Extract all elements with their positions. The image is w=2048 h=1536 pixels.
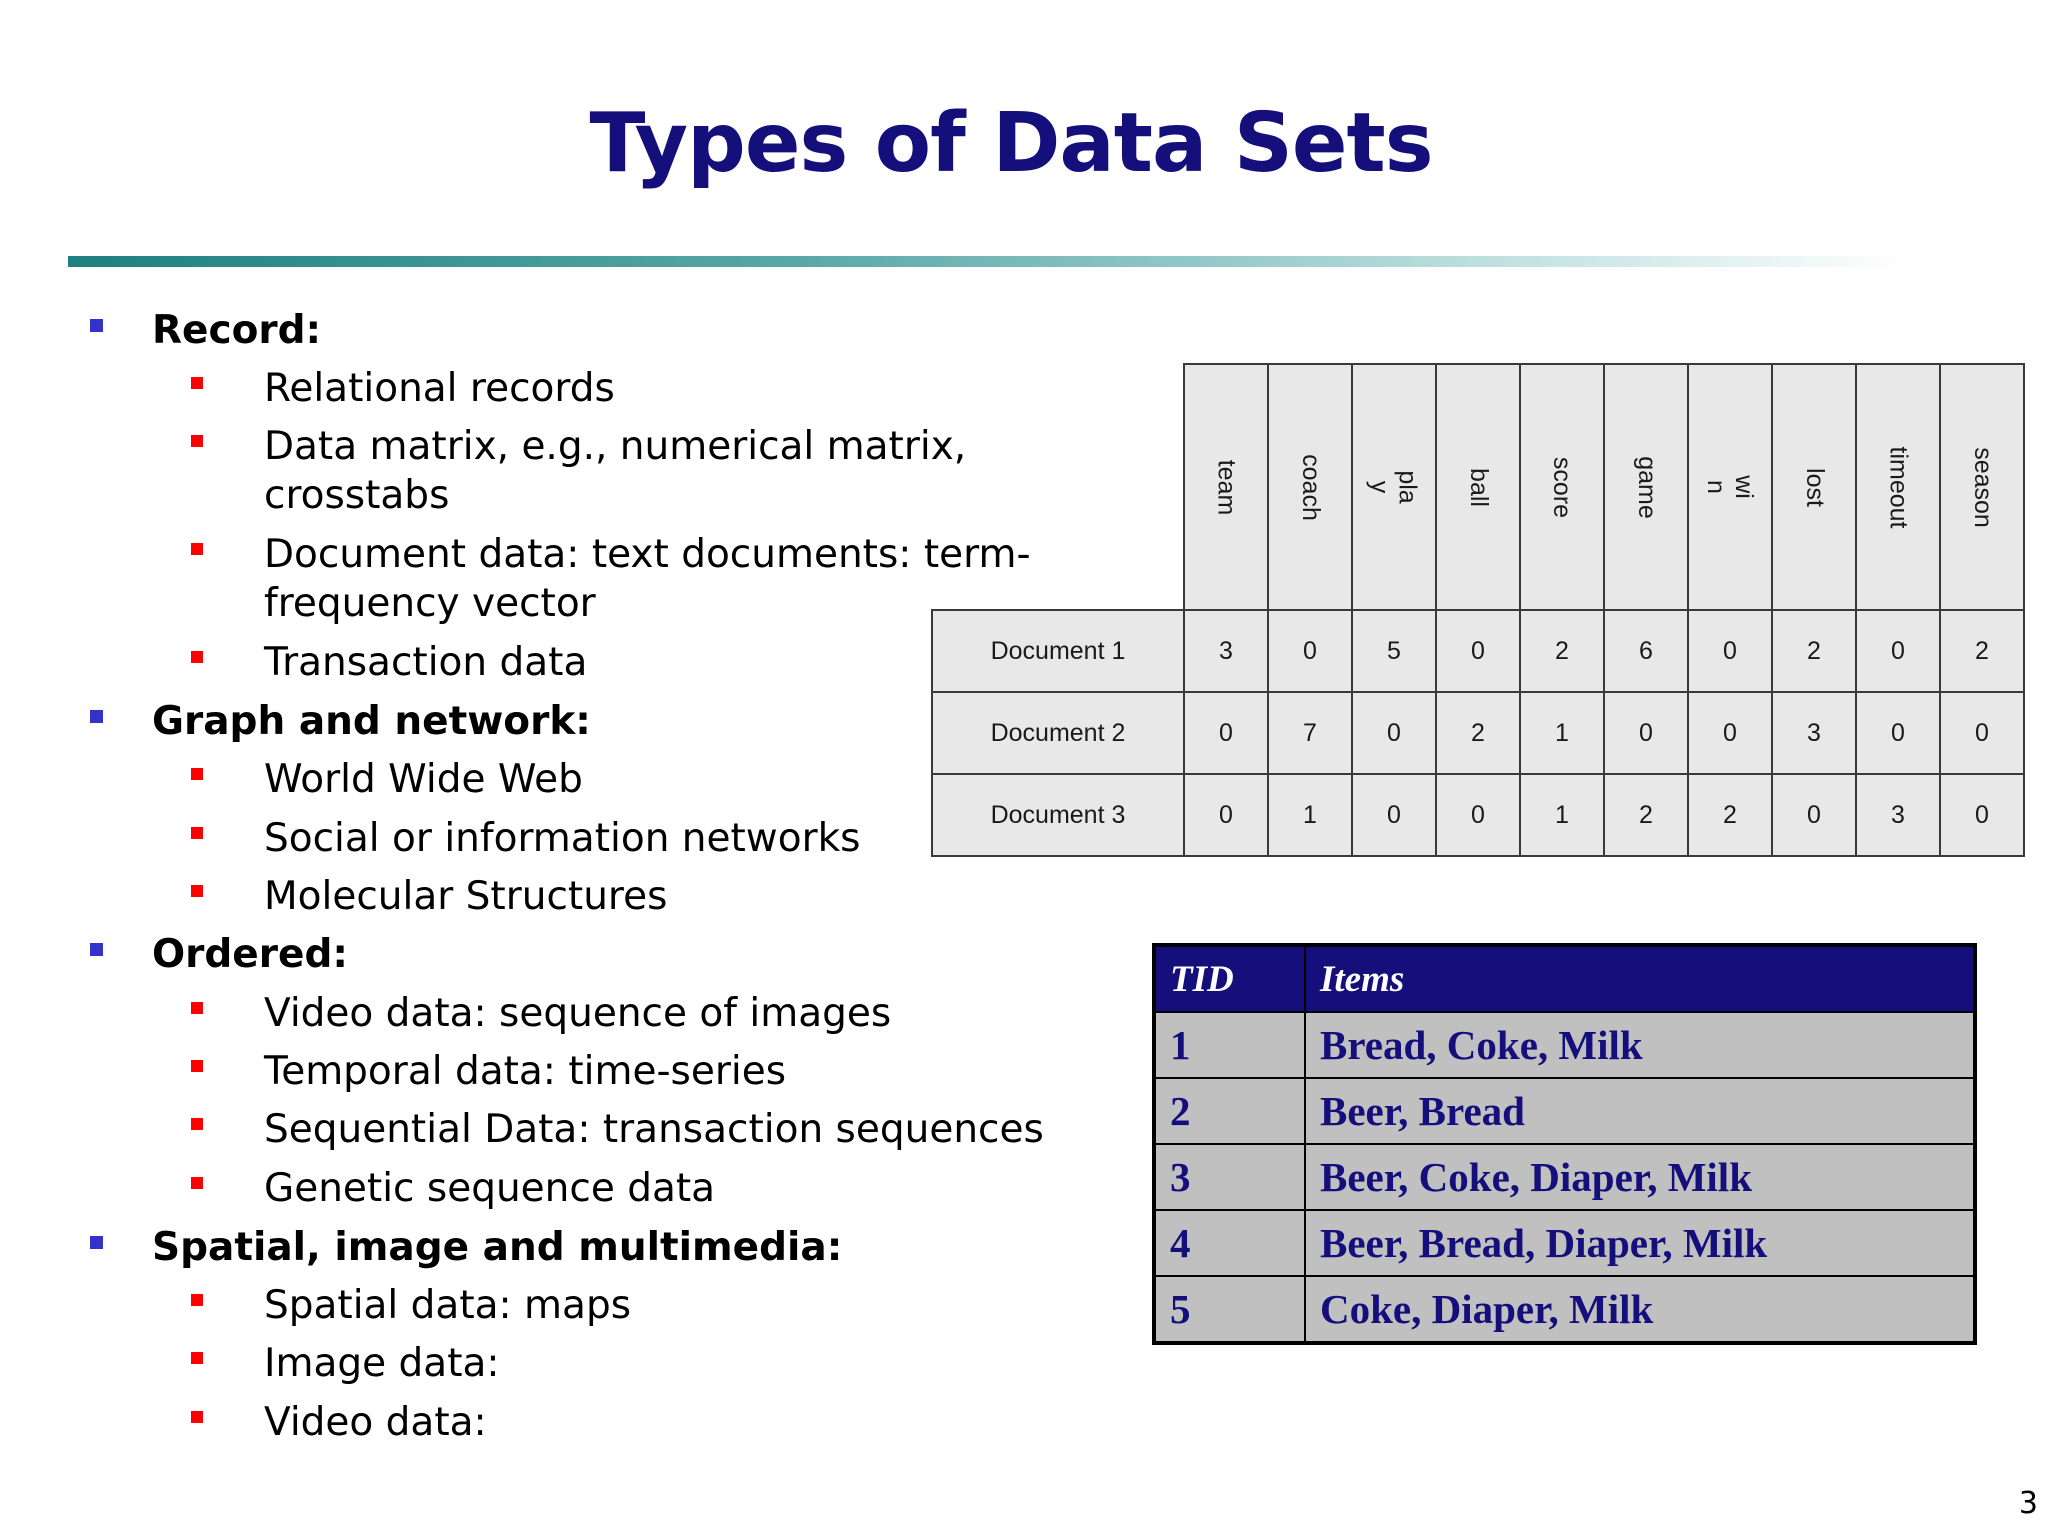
term-count-cell: 0 <box>1184 692 1268 774</box>
sub-bullet-marker <box>191 1177 203 1189</box>
tid-cell: 3 <box>1154 1144 1305 1210</box>
section-heading-spatial: Spatial, image and multimedia: <box>152 1225 843 1270</box>
list-item: Document data: text documents: term- <box>264 532 1031 577</box>
sub-bullet-marker <box>191 885 203 897</box>
list-item: World Wide Web <box>264 757 583 802</box>
items-cell: Coke, Diaper, Milk <box>1305 1276 1975 1343</box>
section-heading-record: Record: <box>152 308 322 353</box>
term-count-cell: 0 <box>1856 692 1940 774</box>
list-item: Spatial data: maps <box>264 1283 632 1328</box>
term-count-cell: 2 <box>1520 610 1604 692</box>
table-row <box>932 610 2024 692</box>
term-count-cell: 0 <box>1184 774 1268 856</box>
list-item: Transaction data <box>264 640 588 685</box>
term-count-cell: 2 <box>1604 774 1688 856</box>
document-label: Document 2 <box>932 692 1184 774</box>
term-label: wi n <box>1701 474 1758 499</box>
transaction-header-row <box>1154 945 1975 1012</box>
term-label: team <box>1212 459 1241 515</box>
list-item: Social or information networks <box>264 816 861 861</box>
table-row <box>1154 1012 1975 1078</box>
term-count-cell: 0 <box>1688 692 1772 774</box>
table-row <box>932 774 2024 856</box>
term-label: timeout <box>1884 446 1913 528</box>
tid-column-header: TID <box>1154 945 1305 1012</box>
term-header <box>1688 364 1772 610</box>
bullet-marker <box>90 319 103 332</box>
table-row <box>1154 1078 1975 1144</box>
section-heading-ordered: Ordered: <box>152 932 348 977</box>
sub-bullet-marker <box>191 1118 203 1130</box>
term-count-cell: 0 <box>1772 774 1856 856</box>
sub-bullet-marker <box>191 768 203 780</box>
term-label: pla y <box>1366 469 1422 504</box>
sub-bullet-marker <box>191 1352 203 1364</box>
sub-bullet-marker <box>191 1294 203 1306</box>
sub-bullet-marker <box>191 543 203 555</box>
term-count-cell: 1 <box>1520 692 1604 774</box>
term-header <box>1856 364 1940 610</box>
term-count-cell: 6 <box>1604 610 1688 692</box>
term-count-cell: 0 <box>1688 610 1772 692</box>
sub-bullet-marker <box>191 651 203 663</box>
term-header <box>1772 364 1856 610</box>
term-count-cell: 3 <box>1772 692 1856 774</box>
transaction-table <box>1152 943 1977 1345</box>
term-header <box>1184 364 1268 610</box>
list-item: Video data: <box>264 1400 487 1445</box>
term-count-cell: 0 <box>1856 610 1940 692</box>
term-count-cell: 0 <box>1604 692 1688 774</box>
term-count-cell: 0 <box>1352 774 1436 856</box>
term-header <box>1940 364 2024 610</box>
blank-corner-cell <box>932 364 1184 610</box>
document-term-matrix <box>931 363 2025 857</box>
table-row <box>932 692 2024 774</box>
term-header <box>1268 364 1352 610</box>
term-header <box>1604 364 1688 610</box>
tid-cell: 4 <box>1154 1210 1305 1276</box>
term-label: lost <box>1800 467 1829 507</box>
tid-cell: 2 <box>1154 1078 1305 1144</box>
list-item-continuation: frequency vector <box>264 581 596 626</box>
slide-title: Types of Data Sets <box>589 96 1433 191</box>
table-row <box>1154 1144 1975 1210</box>
list-item: Temporal data: time-series <box>264 1049 787 1094</box>
items-cell: Bread, Coke, Milk <box>1305 1012 1975 1078</box>
term-label: coach <box>1296 453 1325 521</box>
document-label: Document 3 <box>932 774 1184 856</box>
term-count-cell: 2 <box>1688 774 1772 856</box>
section-heading-graph: Graph and network: <box>152 699 591 744</box>
bullet-marker <box>90 710 103 723</box>
table-row <box>1154 1276 1975 1343</box>
items-column-header: Items <box>1305 945 1975 1012</box>
term-count-cell: 0 <box>1436 774 1520 856</box>
list-item: Molecular Structures <box>264 874 668 919</box>
term-label: ball <box>1464 467 1493 507</box>
tid-cell: 1 <box>1154 1012 1305 1078</box>
term-count-cell: 0 <box>1352 692 1436 774</box>
term-count-cell: 2 <box>1436 692 1520 774</box>
sub-bullet-marker <box>191 1060 203 1072</box>
list-item: Video data: sequence of images <box>264 991 892 1036</box>
items-cell: Beer, Bread, Diaper, Milk <box>1305 1210 1975 1276</box>
sub-bullet-marker <box>191 435 203 447</box>
term-count-cell: 5 <box>1352 610 1436 692</box>
term-header <box>1436 364 1520 610</box>
items-cell: Beer, Bread <box>1305 1078 1975 1144</box>
term-count-cell: 2 <box>1772 610 1856 692</box>
term-count-cell: 0 <box>1940 692 2024 774</box>
sub-bullet-marker <box>191 1411 203 1423</box>
list-item: Data matrix, e.g., numerical matrix, <box>264 424 967 469</box>
bullet-marker <box>90 1236 103 1249</box>
list-item: Relational records <box>264 366 615 411</box>
term-header <box>1520 364 1604 610</box>
term-count-cell: 0 <box>1268 610 1352 692</box>
term-count-cell: 1 <box>1268 774 1352 856</box>
list-item: Genetic sequence data <box>264 1166 716 1211</box>
items-cell: Beer, Coke, Diaper, Milk <box>1305 1144 1975 1210</box>
sub-bullet-marker <box>191 1002 203 1014</box>
term-count-cell: 7 <box>1268 692 1352 774</box>
term-count-cell: 1 <box>1520 774 1604 856</box>
bullet-marker <box>90 943 103 956</box>
term-label: score <box>1548 456 1577 518</box>
list-item-continuation: crosstabs <box>264 473 450 518</box>
term-count-cell: 0 <box>1940 774 2024 856</box>
sub-bullet-marker <box>191 827 203 839</box>
sub-bullet-marker <box>191 377 203 389</box>
term-count-cell: 3 <box>1856 774 1940 856</box>
list-item: Sequential Data: transaction sequences <box>264 1107 1044 1152</box>
tid-cell: 5 <box>1154 1276 1305 1343</box>
term-count-cell: 3 <box>1184 610 1268 692</box>
term-header-row <box>932 364 2024 610</box>
term-label: game <box>1632 455 1661 519</box>
document-label: Document 1 <box>932 610 1184 692</box>
term-label: season <box>1968 446 1997 528</box>
page-number: 3 <box>2018 1486 2038 1521</box>
term-header <box>1352 364 1436 610</box>
term-count-cell: 0 <box>1436 610 1520 692</box>
list-item: Image data: <box>264 1341 500 1386</box>
term-count-cell: 2 <box>1940 610 2024 692</box>
table-row <box>1154 1210 1975 1276</box>
